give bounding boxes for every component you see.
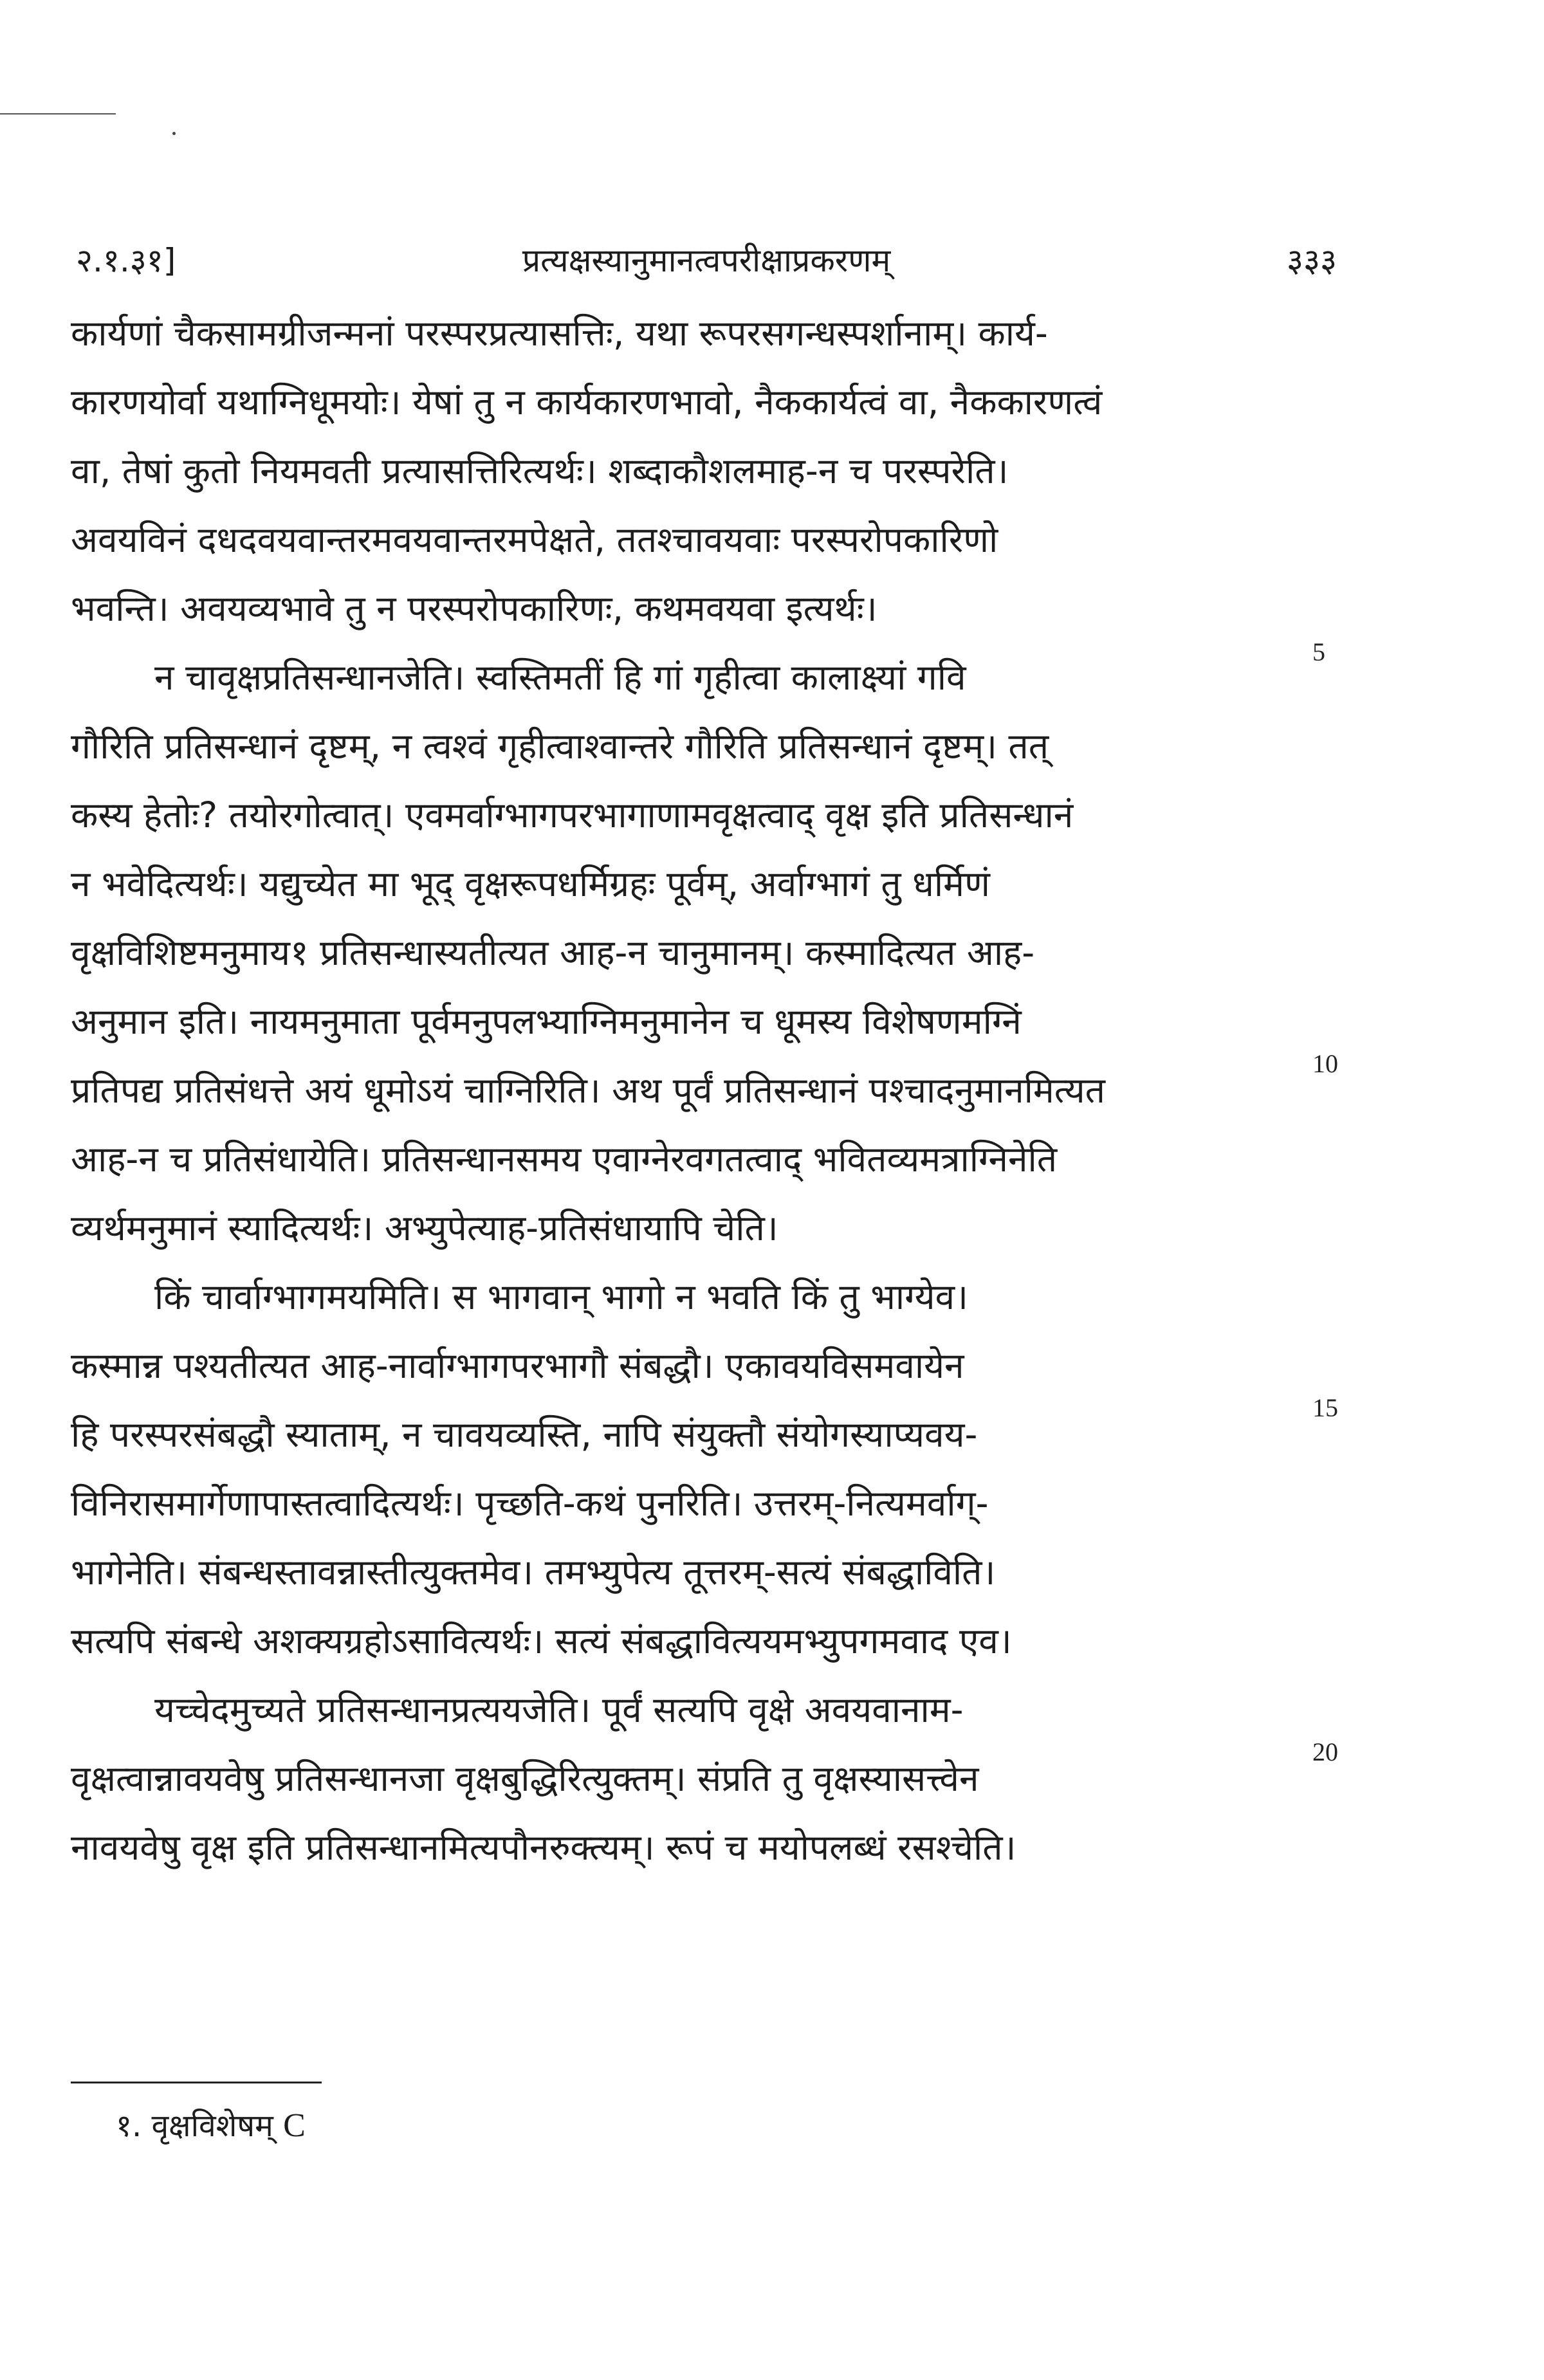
text-line [71,506,1332,574]
text-line [71,1538,1332,1607]
line-number-5: 5 [1312,637,1325,666]
scan-edge-mark [0,113,116,114]
text-line [71,299,1332,368]
line-text: कस्य हेतोः? तयोरगोत्वात्। एवमर्वाग्भागपरभागाणामवृक्षत्वाद् वृक्ष इति प्रतिसन्धानं [71,794,1074,836]
text-line [71,368,1332,437]
text-line [71,574,1332,643]
line-number-20: 20 [1312,1737,1338,1766]
line-text: प्रतिपद्य प्रतिसंधत्ते अयं धूमोऽयं चाग्निरिति। अथ पूर्वं प्रतिसन्धानं पश्चादनुमानमित्यत [71,1070,1105,1111]
line-text: वृक्षत्वान्नावयवेषु प्रतिसन्धानजा वृक्षबुद्धिरित्युक्तम्। संप्रति तु वृक्षस्यासत्त्वेन [71,1758,979,1799]
text-line [71,437,1332,506]
header-section-ref: २.१.३१] [76,242,176,279]
line-text: यच्चेदमुच्यते प्रतिसन्धानप्रत्ययजेति। पूर्वं सत्यपि वृक्षे अवयवानाम- [154,1689,964,1730]
scan-speck [172,132,176,135]
text-line [71,1332,1332,1400]
line-text: कारणयोर्वा यथाग्निधूमयोः। येषां तु न कार्यकारणभावो, नैककार्यत्वं वा, नैककारणत्वं [71,381,1103,423]
text-line [71,1607,1332,1676]
page-number: ३३३ [1287,242,1337,279]
text-line [71,987,1332,1056]
text-line [71,712,1332,781]
line-text: अनुमान इति। नायमनुमाता पूर्वमनुपलभ्याग्निमनुमानेन च धूमस्य विशेषणमग्निं [71,1001,1022,1042]
line-number-10: 10 [1312,1049,1338,1078]
line-text: अवयविनं दधदवयवान्तरमवयवान्तरमपेक्षते, ततश्चावयवाः परस्परोपकारिणो [71,519,998,560]
line-text: व्यर्थमनुमानं स्यादित्यर्थः। अभ्युपेत्याह-प्रतिसंधायापि चेति। [71,1207,778,1249]
line-text: गौरिति प्रतिसन्धानं दृष्टम्, न त्वश्वं गृहीत्वाश्वान्तरे गौरिति प्रतिसन्धानं दृष्टम्। तत् [71,726,1049,767]
text-line [71,643,1332,712]
line-text: कार्यणां चैकसामग्रीजन्मनां परस्परप्रत्यासत्तिः, यथा रूपरसगन्धस्पर्शानाम्। कार्य- [71,313,1048,354]
text-line [71,1194,1332,1263]
footnote-text: वृक्षविशेषम् [151,2108,273,2144]
text-line [71,781,1332,850]
text-line [71,1125,1332,1194]
footnote-siglum: C [283,2107,306,2144]
text-line [71,1056,1332,1125]
text-line [71,919,1332,987]
line-text: वृक्षविशिष्टमनुमाय१ प्रतिसन्धास्यतीत्यत आह-न चानुमानम्। कस्मादित्यत आह- [71,932,1035,973]
footnote-rule [71,2082,322,2083]
line-text: सत्यपि संबन्धे अशक्यग्रहोऽसावित्यर्थः। सत्यं संबद्धावित्ययमभ्युपगमवाद एव। [71,1620,1012,1661]
line-number-15: 15 [1312,1393,1338,1422]
line-text: न चावृक्षप्रतिसन्धानजेति। स्वस्तिमतीं हि गां गृहीत्वा कालाक्ष्यां गवि [154,657,966,698]
line-text: भवन्ति। अवयव्यभावे तु न परस्परोपकारिणः, कथमवयवा इत्यर्थः। [71,588,878,629]
line-text: हि परस्परसंबद्धौ स्याताम्, न चावयव्यस्ति, नापि संयुक्तौ संयोगस्याप्यवय- [71,1414,978,1455]
text-line [71,1469,1332,1538]
line-text: किं चार्वाग्भागमयमिति। स भागवान् भागो न भवति किं तु भाग्येव। [154,1276,968,1317]
running-header [76,238,1337,283]
line-text: न भवेदित्यर्थः। यद्युच्येत मा भूद् वृक्षरूपधर्मिग्रहः पूर्वम्, अर्वाग्भागं तु धर्मिणं [71,863,990,904]
text-line [71,1263,1332,1332]
footnote [116,2103,306,2148]
footnote-mark: १. [116,2108,142,2144]
line-text: नावयवेषु वृक्ष इति प्रतिसन्धानमित्यपौनरुक्त्यम्। रूपं च मयोपलब्धं रसश्चेति। [71,1827,1016,1868]
text-line [71,1813,1332,1882]
line-text: कस्मान्न पश्यतीत्यत आह-नार्वाग्भागपरभागौ संबद्धौ। एकावयविसमवायेन [71,1345,964,1386]
line-text: विनिरासमार्गेणापास्तत्वादित्यर्थः। पृच्छति-कथं पुनरिति। उत्तरम्-नित्यमर्वाग्- [71,1483,989,1524]
header-title: प्रत्यक्षस्यानुमानत्वपरीक्षाप्रकरणम् [522,242,891,279]
text-line [71,1676,1332,1744]
text-line [71,1400,1332,1469]
line-text: वा, तेषां कुतो नियमवती प्रत्यासत्तिरित्यर्थः। शब्दाकौशलमाह-न च परस्परेति। [71,450,1009,491]
text-line [71,1744,1332,1813]
main-text [71,299,1332,1882]
line-text: आह-न च प्रतिसंधायेति। प्रतिसन्धानसमय एवाग्नेरवगतत्वाद् भवितव्यमत्राग्निनेति [71,1139,1058,1180]
line-text: भागेनेति। संबन्धस्तावन्नास्तीत्युक्तमेव। तमभ्युपेत्य तूत्तरम्-सत्यं संबद्धाविति। [71,1552,996,1593]
text-line [71,850,1332,919]
